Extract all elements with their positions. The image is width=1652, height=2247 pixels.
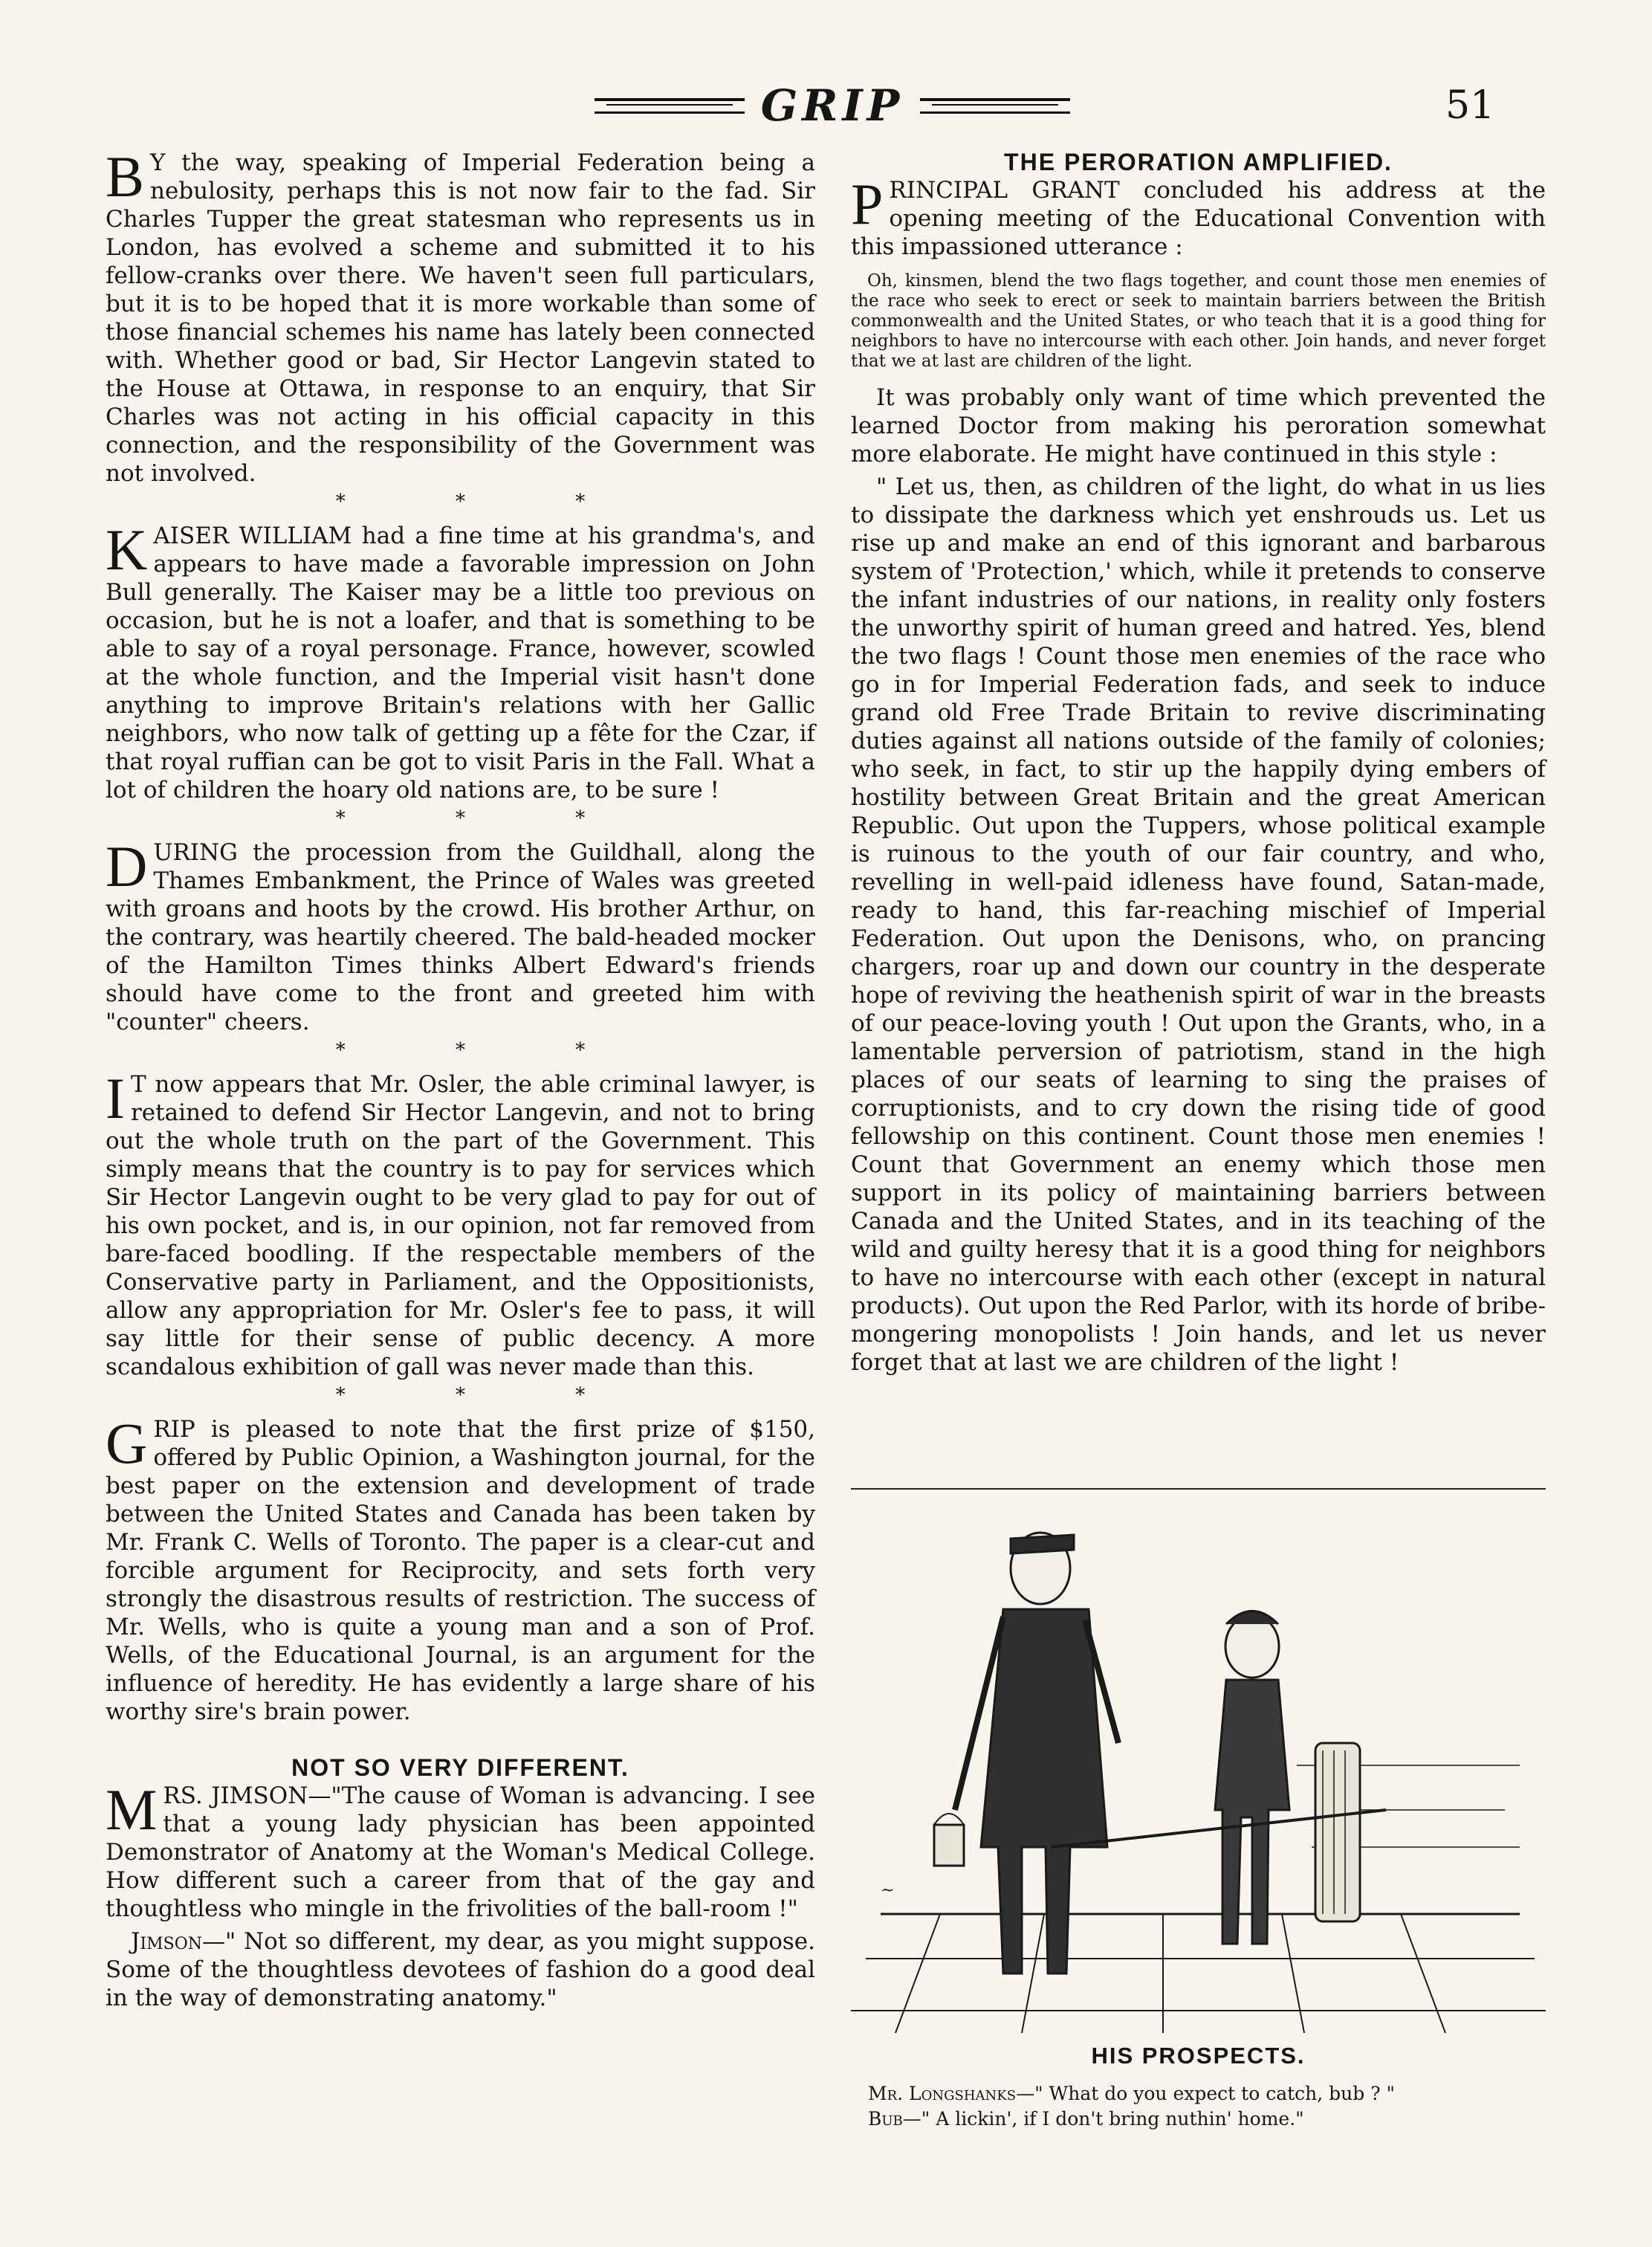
drop-cap: D: [106, 834, 148, 899]
drop-cap: M: [106, 1777, 158, 1842]
section-divider-stars: * * *: [335, 1384, 638, 1406]
caption-line-bub: [868, 2107, 1537, 2132]
heading-peroration-amplified: THE PERORATION AMPLIFIED.: [1004, 149, 1393, 175]
svg-text:~: ~: [881, 1881, 895, 1900]
section-divider-stars: * * *: [335, 491, 638, 513]
drop-cap: I: [106, 1066, 125, 1131]
section-divider-stars: * * *: [335, 1039, 638, 1061]
paragraph-jimson-reply: [106, 1927, 815, 2012]
drop-cap: G: [106, 1411, 148, 1475]
paragraph-text: —" Not so different, my dear, as you might suppose. Some of the thoughtless devotees of fashion do a good deal in the way of demonstrating anatomy.": [106, 1928, 815, 2011]
masthead: [595, 80, 1070, 131]
section-divider-stars: * * *: [335, 807, 638, 830]
cartoon-illustration: [851, 1498, 1546, 2033]
caption-text: —" A lickin', if I don't bring nuthin' home.": [902, 2108, 1304, 2130]
paragraph-peroration-speech: " Let us, then, as children of the light, do what in us lies to dissipate the darkness which yet enshrouds us. Let us rise up and make an end of this ignorant and barbarous system of 'Protection,' which, while it pretends to conserve the infant industries of our nations, in reality only fosters the unworthy spirit of human greed and hatred. Yes, blend the two flags ! Count those men enemies of the race who go in for Imperial Federation fads, and seek to induce grand old Free Trade Britain to revive discriminating duties against all nations outside of the family of colonies; who seek, in fact, to stir up the happily dying embers of hostility between Great Britain and the great American Republic. Out upon the Tuppers, whose political example is ruinous to the youth of our fair country, and who, revelling in well-paid idleness have found, Satan-made, ready to hand, this far-reaching mischief of Imperial Federation. Out upon the Denisons, who, on prancing chargers, roar up and down our country in the desperate hope of reviving the heathenish spirit of war in the breasts of our peace-loving youth ! Out upon the Grants, who, in a lamentable perversion of patriotism, stand in the high places of our seats of learning to sing the praises of corruptionists, and to cry down the rising tide of good fellowship on this continent. Count those men enemies ! Count that Government an enemy which those men support in its policy of maintaining barriers between Canada and the United States, and in its teaching of the wild and guilty heresy that it is a good thing for neighbors to have no intercourse with each other (except in natural products). Out upon the Red Parlor, with its horde of bribe-mongering monopolists ! Join hands, and let us never forget that at last we are children of the light !: [851, 473, 1546, 1376]
block-quote: Oh, kinsmen, blend the two flags together, and count those men enemies of the race who seek to erect or seek to maintain barriers between the British commonwealth and the United States, or who teach that it is a good thing for neighbors to have no intercourse with each other. Join hands, and never forget that we at last are children of the light.: [851, 271, 1546, 371]
paragraph-mr-osler: [106, 1066, 815, 1381]
drop-cap: P: [851, 172, 884, 236]
paragraph-text: Y the way, speaking of Imperial Federation being a nebulosity, perhaps this is not now fair to the fad. Sir Charles Tupper the great statesman who represents us in London, has evolved a scheme and submitted it to his fellow-cranks over there. We haven't seen full particulars, but it is to be hoped that it is more workable than some of those financial schemes his name has lately been connected with. Whether good or bad, Sir Hector Langevin stated to the House at Ottawa, in response to an enquiry, that Sir Charles was not acting in his official capacity in this connection, and the responsibility of the Government was not involved.: [106, 149, 815, 487]
cartoon-title: HIS PROSPECTS.: [1091, 2043, 1306, 2069]
paragraph-peroration-intro: It was probably only want of time which prevented the learned Doctor from making his peroration somewhat more elaborate. He might have continued in this style :: [851, 384, 1546, 468]
drop-cap: K: [106, 517, 148, 582]
right-column: [851, 149, 1546, 1381]
caption-text: —" What do you expect to catch, bub ? ": [1016, 2083, 1396, 2104]
masthead-title: GRIP: [760, 80, 904, 131]
paragraph-text: RIP is pleased to note that the first prize of $150, offered by Public Opinion, a Washington journal, for the best paper on the extension and development of trade between the United States and Canada has been taken by Mr. Frank C. Wells of Toronto. The paper is a clear-cut and forcible argument for Reciprocity, and sets forth very strongly the disastrous results of restriction. The success of Mr. Wells, who is quite a young man and a son of Prof. Wells, of the Educational Journal, is an argument for the influence of heredity. He has evidently a large share of his worthy sire's brain power.: [106, 1416, 815, 1725]
paragraph-text: URING the procession from the Guildhall, along the Thames Embankment, the Prince of Wales was greeted with groans and hoots by the crowd. His brother Arthur, on the contrary, was heartily cheered. The bald-headed mocker of the Hamilton Times thinks Albert Edward's friends should have come to the front and greeted him with "counter" cheers.: [106, 839, 815, 1035]
paragraph-grip-prize: [106, 1411, 815, 1726]
paragraph-principal-grant: [851, 172, 1546, 261]
paragraph-text: AISER WILLIAM had a fine time at his grandma's, and appears to have made a favorable impression on John Bull generally. The Kaiser may be a little too previous on occasion, but he is not a loafer, and that is something to be able to say of a royal personage. France, however, scowled at the whole function, and the Imperial visit hasn't done anything to improve Britain's relations with her Gallic neighbors, who now talk of getting up a fête for the Czar, if that royal ruffian can be got to visit Paris in the Fall. What a lot of children the hoary old nations are, to be sure !: [106, 523, 815, 804]
page-number: 51: [1445, 83, 1495, 128]
paragraph-guildhall-procession: [106, 834, 815, 1036]
paragraph-text: T now appears that Mr. Osler, the able criminal lawyer, is retained to defend Sir Hector Langevin, and not to bring out the whole truth on the part of the Government. This simply means that the country is to pay for services which Sir Hector Langevin ought to be very glad to pay for out of his own pocket, and is, in our opinion, not far removed from bare-faced boodling. If the respectable members of the Conservative party in Parliament, and the Oppositionists, allow any appropriation for Mr. Osler's fee to pass, it will say little for their sense of public decency. A more scandalous exhibition of gall was never made than this.: [106, 1071, 815, 1380]
paragraph-text: RINCIPAL GRANT concluded his address at the opening meeting of the Educational Convention with this impassioned utterance :: [851, 177, 1546, 260]
paragraph-mrs-jimson: [106, 1777, 815, 1923]
speaker-name: Mr. Longshanks: [868, 2083, 1017, 2104]
left-column: [106, 144, 815, 2017]
heading-not-so-very-different: NOT SO VERY DIFFERENT.: [291, 1754, 629, 1781]
paragraph-text: RS. JIMSON—"The cause of Woman is advancing. I see that a young lady physician has been appointed Demonstrator of Anatomy at the Woman's Medical College. How different such a career from that of the gay and thoughtless who mingle in the frivolities of the ball-room !": [106, 1782, 815, 1922]
cartoon-separator-rule: [851, 1488, 1546, 1490]
speaker-name: Jimson: [131, 1928, 203, 1955]
paragraph-kaiser-william: [106, 517, 815, 804]
masthead-rule-left: [595, 98, 745, 114]
masthead-rule-right: [920, 98, 1070, 114]
cartoon-caption: [868, 2081, 1537, 2132]
speaker-name: Bub: [868, 2108, 903, 2130]
caption-line-longshanks: [868, 2081, 1537, 2107]
paragraph-imperial-federation: [106, 144, 815, 488]
drop-cap: B: [106, 144, 145, 209]
